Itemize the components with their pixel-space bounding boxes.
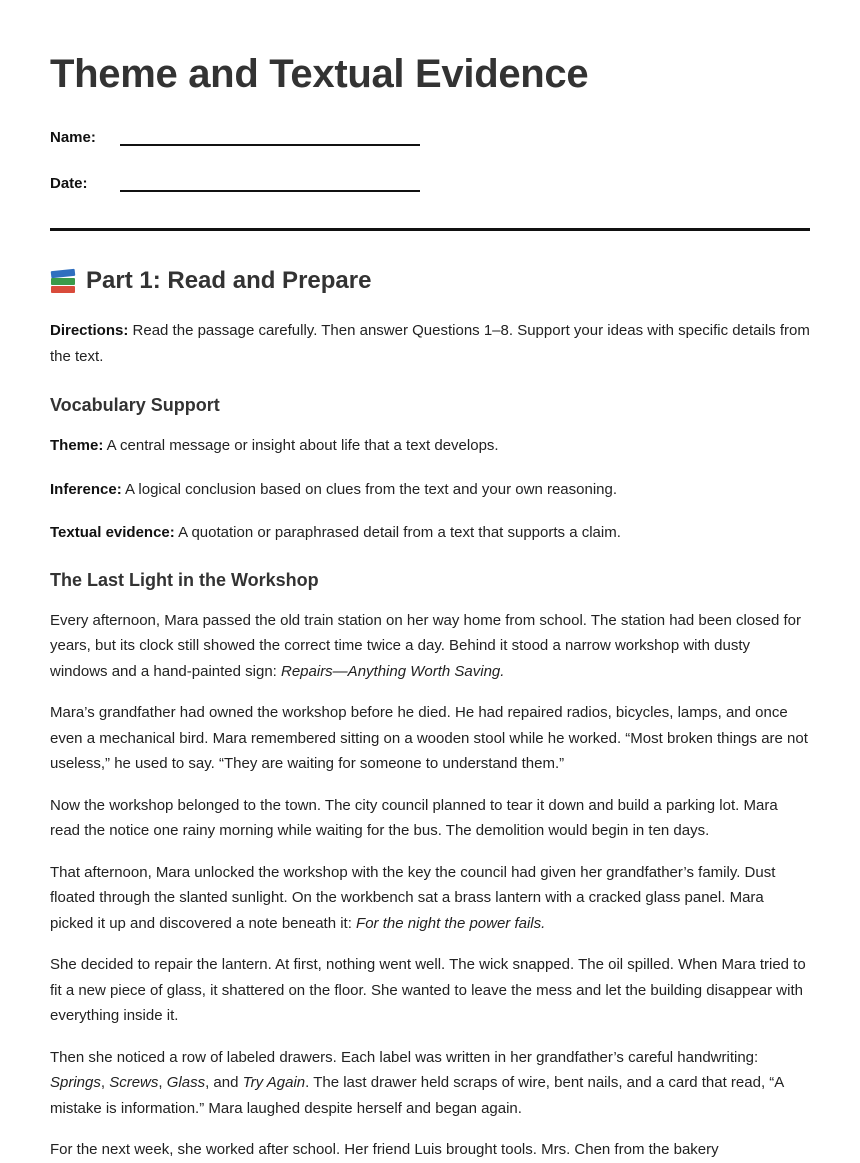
date-field[interactable] bbox=[50, 164, 810, 192]
directions bbox=[50, 318, 810, 369]
separator: , bbox=[158, 1074, 167, 1091]
drawer-label: Springs bbox=[50, 1074, 101, 1091]
term-definition: A central message or insight about life that a text develops. bbox=[103, 437, 499, 454]
vocabulary-term-theme bbox=[50, 433, 810, 459]
drawer-label: Glass bbox=[166, 1074, 206, 1091]
story-paragraph-4 bbox=[50, 860, 810, 937]
header-divider bbox=[50, 228, 810, 231]
books-icon bbox=[50, 268, 76, 294]
separator: , bbox=[100, 1074, 110, 1091]
story-passage bbox=[50, 608, 810, 1163]
separator: , and bbox=[205, 1074, 243, 1091]
vocabulary-term-inference bbox=[50, 477, 810, 503]
sign-text: Repairs—Anything Worth Saving. bbox=[281, 662, 505, 680]
page-title: Theme and Textual Evidence bbox=[50, 52, 589, 96]
part1-heading-text: Part 1: Read and Prepare bbox=[86, 267, 372, 294]
story-paragraph-2: Mara’s grandfather had owned the workshop before he died. He had repaired radios, bicycles, lamps, and once even a mechanical bird. Mara remembered sitting on a wooden stool while he worked. “Most broken things are not useless,” he used to say. “They are waiting for someone to understand them.” bbox=[50, 704, 808, 772]
note-text: For the night the power fails. bbox=[356, 914, 546, 932]
date-label: Date: bbox=[50, 175, 88, 192]
term-definition: A logical conclusion based on clues from the text and your own reasoning. bbox=[121, 480, 618, 498]
paragraph-text: That afternoon, Mara unlocked the workshop with the key the council had given her grandfather’s family. Dust floated through the slanted sunlight. On the workbench sat a brass lantern with a cracked glass panel. Mara picked it up and discovered a note beneath it: bbox=[50, 863, 776, 932]
name-label: Name: bbox=[50, 129, 96, 146]
paragraph-text: . The last drawer held scraps of wire, bent nails, and a card that read, “A mistake is information.” Mara laughed despite herself and began again. bbox=[50, 1074, 784, 1117]
story-title: The Last Light in the Workshop bbox=[50, 569, 319, 590]
term-label: Theme: bbox=[50, 437, 104, 454]
term-label: Textual evidence: bbox=[50, 524, 175, 541]
directions-label: Directions: bbox=[50, 322, 129, 339]
drawer-label: Screws bbox=[109, 1074, 159, 1091]
paragraph-text: Every afternoon, Mara passed the old train station on her way home from school. The station had been closed for years, but its clock still showed the correct time twice a day. Behind it stood a narrow workshop with dusty windows and a hand-painted sign: bbox=[50, 611, 801, 680]
part1-heading bbox=[50, 265, 810, 297]
vocabulary-heading: Vocabulary Support bbox=[50, 395, 220, 415]
name-field[interactable] bbox=[50, 118, 810, 146]
name-blank-line[interactable] bbox=[120, 143, 420, 146]
story-paragraph-1 bbox=[50, 608, 810, 685]
story-paragraph-7: For the next week, she worked after school. Her friend Luis brought tools. Mrs. Chen from the bakery bbox=[50, 1141, 719, 1158]
paragraph-text: Then she noticed a row of labeled drawers. Each label was written in her grandfather’s careful handwriting: bbox=[50, 1048, 759, 1066]
date-blank-line[interactable] bbox=[120, 189, 420, 192]
term-definition: A quotation or paraphrased detail from a text that supports a claim. bbox=[174, 524, 621, 541]
vocabulary-list bbox=[50, 433, 810, 546]
drawer-label: Try Again bbox=[242, 1074, 306, 1091]
story-paragraph-3: Now the workshop belonged to the town. The city council planned to tear it down and build a parking lot. Mara read the notice one rainy morning while waiting for the bus. The demolition would begin in ten days. bbox=[50, 796, 778, 839]
story-paragraph-6 bbox=[50, 1045, 810, 1122]
vocabulary-term-textual-evidence bbox=[50, 520, 810, 546]
term-label: Inference: bbox=[50, 480, 122, 498]
story-paragraph-5: She decided to repair the lantern. At first, nothing went well. The wick snapped. The oil spilled. When Mara tried to fit a new piece of glass, it shattered on the floor. She wanted to leave the mess and let the building disappear with everything inside it. bbox=[50, 956, 806, 1024]
directions-text: Read the passage carefully. Then answer Questions 1–8. Support your ideas with specific details from the text. bbox=[50, 322, 810, 365]
